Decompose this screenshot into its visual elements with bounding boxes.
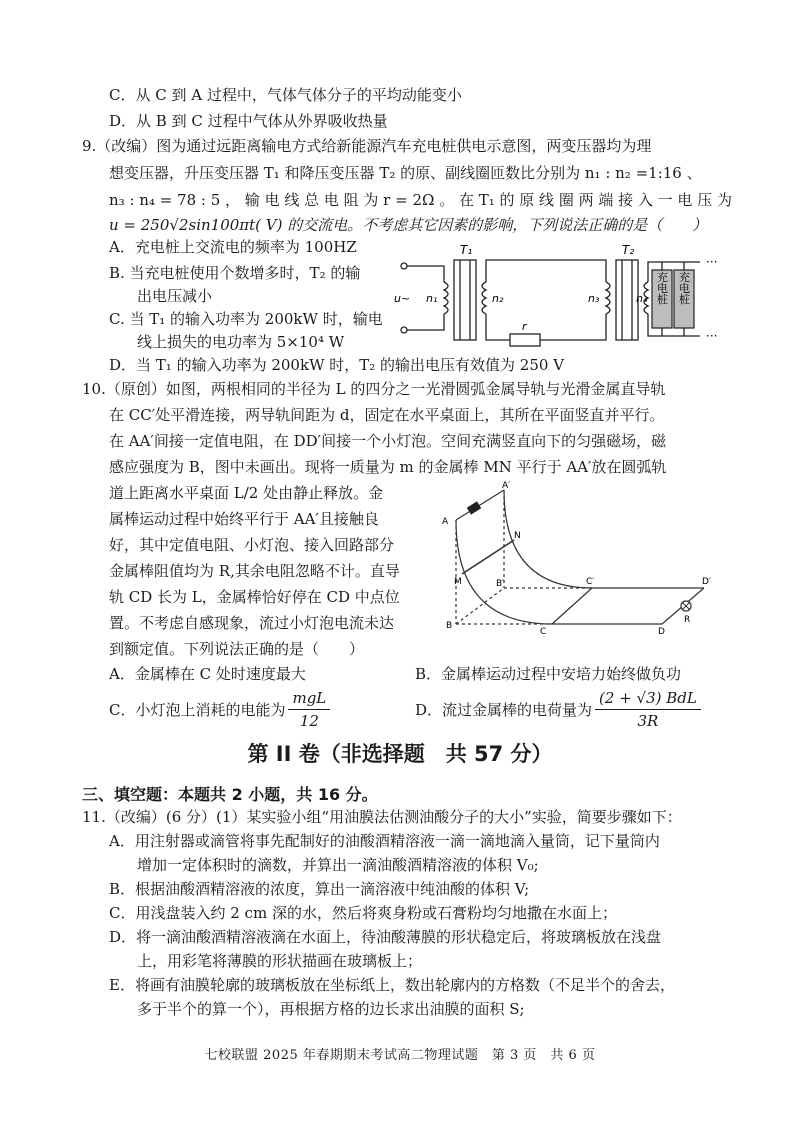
label-A: A: [442, 517, 449, 527]
q11-step-c: C．用浅盘装入约 2 cm 深的水，然后将爽身粉或石膏粉均匀地撒在水面上；: [109, 904, 617, 922]
q11-step-e-line-2: 多于半个的算一个），再根据方格的边长求出油膜的面积 S;: [137, 1000, 525, 1018]
q10-option-c: [109, 687, 333, 732]
q9-stem-line-2: 想变压器，升压变压器 T₁ 和降压变压器 T₂ 的原、副线圈匝数比分别为 n₁ : n₂ =1:16 、: [109, 164, 702, 182]
q9-option-c-line-1: C. 当 T₁ 的输入功率为 200kW 时，输电: [109, 310, 383, 328]
q10-option-b: B．金属棒运动过程中安培力始终做负功: [415, 665, 682, 683]
q11-step-e-line-1: E．将画有油膜轮廓的玻璃板放在坐标纸上，数出轮廓内的方格数（不足半个的舍去，: [109, 976, 675, 994]
n4-label: n₄: [636, 292, 648, 305]
q10-option-c-numerator: mgL: [288, 687, 330, 710]
q9-stem-line-3: n₃ : n₄ = 78 : 5 ， 输 电 线 总 电 阻 为 r = 2Ω 。 在 T₁ 的 原 线 圈 两 端 接 入 一 电 压 为: [109, 191, 732, 209]
q10-option-d-denominator: 3R: [637, 712, 659, 730]
charging-pile-1-label: 充电桩: [655, 271, 669, 305]
label-M: M: [454, 577, 462, 587]
label-R: R: [684, 615, 691, 625]
q9-option-c-line-2: 线上损失的电功率为 5×10⁴ W: [137, 333, 345, 351]
q9-option-b-line-2: 出电压减小: [137, 287, 213, 305]
q10-stem-line-2: 在 CC′处平滑连接，两导轨间距为 d，固定在水平桌面上，其所在平面竖直并平行。: [109, 406, 665, 424]
section-3-title: 三、填空题：本题共 2 小题，共 16 分。: [82, 785, 378, 804]
q10-stem-line-1: 10.（原创）如图，两根相同的半径为 L 的四分之一光滑圆弧金属导轨与光滑金属直导轨: [82, 380, 666, 398]
q10-stem-line-10: 置。不考虑自感现象，流过小灯泡电流未达: [109, 614, 395, 632]
upper-continuation-dots: ···: [706, 255, 718, 269]
charging-pile-2-label: 充电桩: [677, 271, 691, 305]
source-u-label: u~: [394, 292, 411, 305]
q10-option-a: A．金属棒在 C 处时速度最大: [109, 665, 306, 683]
rail-diagram: [432, 478, 722, 640]
r-label: r: [522, 320, 527, 333]
q10-option-d: [415, 687, 704, 732]
q10-stem-line-7: 好，其中定值电阻、小灯泡、接入回路部分: [109, 536, 395, 554]
label-D: D: [658, 627, 665, 637]
q8-option-c: C．从 C 到 A 过程中，气体气体分子的平均动能变小: [109, 86, 462, 104]
q10-stem-line-8: 金属棒阻值均为 R,其余电阻忽略不计。直导: [109, 562, 400, 580]
q11-step-a-line-1: A．用注射器或滴管将事先配制好的油酸酒精溶液一滴一滴地滴入量筒，记下量筒内: [109, 832, 660, 850]
lower-continuation-dots: ···: [706, 329, 718, 343]
q10-stem-line-5: 道上距离水平桌面 L/2 处由静止释放。金: [109, 484, 384, 502]
transformer-circuit-diagram: [392, 238, 732, 350]
section-2-title: 第 II 卷（非选择题 共 57 分）: [247, 742, 553, 766]
label-D-prime: D′: [702, 577, 711, 587]
q11-step-b: B．根据油酸酒精溶液的浓度，算出一滴溶液中纯油酸的体积 V;: [109, 880, 530, 898]
q10-option-d-numerator: (2 + √3) BdL: [595, 687, 701, 710]
q10-stem-line-4: 感应强度为 B，图中未画出。现将一质量为 m 的金属棒 MN 平行于 AA′放在圆弧轨: [109, 458, 667, 476]
label-B-prime: B′: [496, 579, 505, 589]
q10-stem-line-6: 属棒运动过程中始终平行于 AA′且接触良: [109, 510, 379, 528]
q10-option-c-denominator: 12: [299, 712, 319, 730]
q10-stem-line-9: 轨 CD 长为 L，金属棒恰好停在 CD 中点位: [109, 588, 400, 606]
q10-option-d-text: D．流过金属棒的电荷量为: [415, 701, 593, 719]
q8-option-d: D．从 B 到 C 过程中气体从外界吸收热量: [109, 112, 388, 130]
label-C-prime: C′: [586, 577, 595, 587]
q10-option-c-text: C．小灯泡上消耗的电能为: [109, 701, 286, 719]
q10-option-c-fraction: [288, 687, 330, 732]
n1-label: n₁: [426, 292, 438, 305]
q9-option-b-line-1: B. 当充电桩使用个数增多时，T₂ 的输: [109, 264, 361, 282]
label-A-prime: A′: [502, 481, 511, 491]
label-C: C: [540, 627, 547, 637]
q9-stem-line-1: 9.（改编）图为通过远距离输电方式给新能源汽车充电桩供电示意图，两变压器均为理: [82, 137, 652, 155]
q9-stem-line-4: u = 250√2sin100πt( V) 的交流电。不考虑其它因素的影响，下列说法正确的是（ ）: [109, 216, 708, 234]
q9-option-d: D．当 T₁ 的输入功率为 200kW 时，T₂ 的输出电压有效值为 250 V: [109, 356, 565, 374]
label-B: B: [446, 621, 453, 631]
q10-stem-line-11: 到额定值。下列说法正确的是（ ）: [109, 640, 365, 658]
n3-label: n₃: [588, 292, 600, 305]
label-N: N: [514, 531, 521, 541]
t2-label: T₂: [622, 243, 635, 257]
page-footer: 七校联盟 2025 年春期期末考试高二物理试题 第 3 页 共 6 页: [204, 1048, 596, 1063]
q10-option-d-fraction: [595, 687, 701, 732]
q11-stem-line-1: 11.（改编）(6 分）(1）某实验小组“用油膜法估测油酸分子的大小”实验，简要步骤如下：: [82, 808, 682, 826]
q11-step-a-line-2: 增加一定体积时的滴数，并算出一滴油酸酒精溶液的体积 V₀;: [137, 856, 539, 874]
t1-label: T₁: [460, 243, 473, 257]
n2-label: n₂: [492, 292, 504, 305]
q11-step-d-line-1: D．将一滴油酸酒精溶液滴在水面上，待油酸薄膜的形状稳定后，将玻璃板放在浅盘: [109, 928, 662, 946]
q11-step-d-line-2: 上，用彩笔将薄膜的形状描画在玻璃板上；: [137, 952, 423, 970]
q9-option-a: A．充电桩上交流电的频率为 100HZ: [109, 238, 357, 256]
q10-stem-line-3: 在 AA′间接一定值电阻，在 DD′间接一个小灯泡。空间充满竖直向下的匀强磁场，磁: [109, 432, 667, 450]
